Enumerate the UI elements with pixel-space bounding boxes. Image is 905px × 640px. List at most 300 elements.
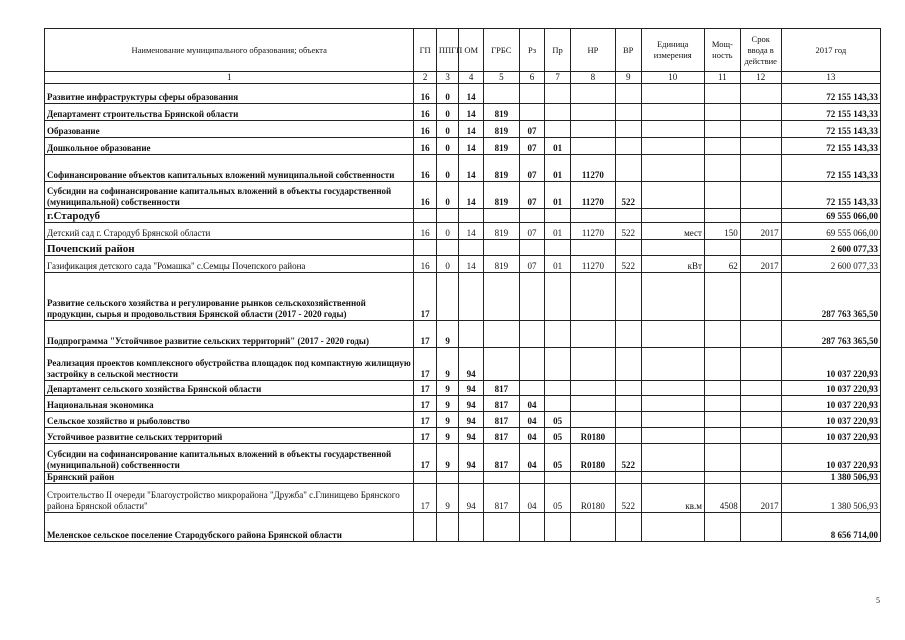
cell-unit xyxy=(641,513,704,542)
cell-gp: 16 xyxy=(414,256,437,273)
header-vr: ВР xyxy=(615,29,641,72)
cell-power xyxy=(704,412,740,428)
cell-pr xyxy=(545,121,571,138)
cell-power xyxy=(704,209,740,223)
cell-unit: кв.м xyxy=(641,484,704,513)
cell-rz xyxy=(519,513,545,542)
cell-vr xyxy=(615,138,641,155)
cell-nr xyxy=(570,240,615,256)
cell-vr xyxy=(615,104,641,121)
table-row xyxy=(45,428,881,444)
row-name: Образование xyxy=(45,121,414,138)
cell-unit: кВт xyxy=(641,256,704,273)
cell-nr xyxy=(570,84,615,104)
table-row xyxy=(45,104,881,121)
cell-grbs xyxy=(483,472,519,484)
cell-pr xyxy=(545,209,571,223)
cell-grbs: 819 xyxy=(483,121,519,138)
table-row xyxy=(45,321,881,348)
cell-term xyxy=(740,412,781,428)
table-row xyxy=(45,121,881,138)
table-row xyxy=(45,444,881,472)
cell-vr xyxy=(615,396,641,412)
cell-om xyxy=(459,240,484,256)
row-name: Детский сад г. Стародуб Брянской области xyxy=(45,223,414,240)
header-term: Срок ввода в действие xyxy=(740,29,781,72)
cell-rz xyxy=(519,240,545,256)
cell-unit xyxy=(641,348,704,381)
cell-power xyxy=(704,444,740,472)
cell-vr: 522 xyxy=(615,444,641,472)
cell-nr xyxy=(570,273,615,321)
cell-nr xyxy=(570,381,615,396)
table-row xyxy=(45,381,881,396)
row-name: Развитие инфраструктуры сферы образования xyxy=(45,84,414,104)
cell-nr xyxy=(570,472,615,484)
cell-vr: 522 xyxy=(615,256,641,273)
cell-power xyxy=(704,182,740,209)
cell-amount-2017: 69 555 066,00 xyxy=(781,209,880,223)
budget-table xyxy=(44,28,881,542)
cell-amount-2017: 10 037 220,93 xyxy=(781,381,880,396)
cell-rz: 04 xyxy=(519,484,545,513)
column-number: 8 xyxy=(570,72,615,84)
cell-pgp: 9 xyxy=(436,428,459,444)
table-row xyxy=(45,138,881,155)
cell-amount-2017: 10 037 220,93 xyxy=(781,444,880,472)
cell-pr: 01 xyxy=(545,182,571,209)
cell-nr xyxy=(570,513,615,542)
cell-om xyxy=(459,209,484,223)
cell-grbs: 819 xyxy=(483,104,519,121)
cell-om: 14 xyxy=(459,84,484,104)
row-name: Субсидии на софинансирование капитальных вложений в объекты государственной (муниципальной) собственности xyxy=(45,182,414,209)
row-name: Почепский район xyxy=(45,240,414,256)
cell-grbs xyxy=(483,273,519,321)
cell-pgp: 0 xyxy=(436,155,459,182)
cell-unit xyxy=(641,104,704,121)
cell-grbs: 817 xyxy=(483,381,519,396)
row-name: Газификация детского сада "Ромашка" с.Семцы Почепского района xyxy=(45,256,414,273)
cell-pr: 05 xyxy=(545,444,571,472)
cell-nr xyxy=(570,412,615,428)
cell-nr: R0180 xyxy=(570,428,615,444)
cell-nr: 11270 xyxy=(570,256,615,273)
cell-om xyxy=(459,472,484,484)
cell-grbs: 817 xyxy=(483,444,519,472)
cell-amount-2017: 1 380 506,93 xyxy=(781,472,880,484)
cell-pgp xyxy=(436,240,459,256)
cell-term xyxy=(740,444,781,472)
header-rz: Рз xyxy=(519,29,545,72)
cell-pgp: 9 xyxy=(436,412,459,428)
cell-grbs: 819 xyxy=(483,138,519,155)
table-body xyxy=(45,84,881,542)
table-row xyxy=(45,348,881,381)
cell-gp: 17 xyxy=(414,381,437,396)
cell-power xyxy=(704,428,740,444)
cell-gp: 17 xyxy=(414,321,437,348)
cell-rz xyxy=(519,104,545,121)
table-row xyxy=(45,182,881,209)
cell-amount-2017: 10 037 220,93 xyxy=(781,348,880,381)
cell-gp: 16 xyxy=(414,155,437,182)
cell-vr xyxy=(615,348,641,381)
table-row xyxy=(45,84,881,104)
cell-unit xyxy=(641,209,704,223)
cell-vr xyxy=(615,155,641,182)
cell-term xyxy=(740,472,781,484)
cell-amount-2017: 1 380 506,93 xyxy=(781,484,880,513)
cell-rz: 07 xyxy=(519,121,545,138)
cell-rz xyxy=(519,321,545,348)
cell-grbs: 819 xyxy=(483,155,519,182)
row-name: Национальная экономика xyxy=(45,396,414,412)
table-row xyxy=(45,155,881,182)
cell-term xyxy=(740,381,781,396)
cell-nr: 11270 xyxy=(570,182,615,209)
cell-unit: мест xyxy=(641,223,704,240)
cell-om xyxy=(459,513,484,542)
column-number: 12 xyxy=(740,72,781,84)
cell-unit xyxy=(641,428,704,444)
cell-pgp: 0 xyxy=(436,256,459,273)
cell-power xyxy=(704,121,740,138)
cell-unit xyxy=(641,121,704,138)
cell-gp: 17 xyxy=(414,444,437,472)
cell-grbs xyxy=(483,513,519,542)
header-nr: НР xyxy=(570,29,615,72)
cell-unit xyxy=(641,444,704,472)
header-unit: Единица измерения xyxy=(641,29,704,72)
cell-pr xyxy=(545,104,571,121)
cell-pgp xyxy=(436,472,459,484)
cell-pgp xyxy=(436,209,459,223)
cell-pgp: 0 xyxy=(436,104,459,121)
cell-pgp: 0 xyxy=(436,223,459,240)
column-number: 7 xyxy=(545,72,571,84)
cell-amount-2017: 10 037 220,93 xyxy=(781,428,880,444)
column-number: 9 xyxy=(615,72,641,84)
cell-rz xyxy=(519,209,545,223)
cell-om: 94 xyxy=(459,412,484,428)
cell-gp xyxy=(414,240,437,256)
cell-rz xyxy=(519,381,545,396)
cell-pr: 05 xyxy=(545,428,571,444)
cell-rz: 04 xyxy=(519,412,545,428)
cell-om: 94 xyxy=(459,348,484,381)
cell-term xyxy=(740,138,781,155)
cell-pgp: 0 xyxy=(436,182,459,209)
cell-amount-2017: 287 763 365,50 xyxy=(781,273,880,321)
cell-amount-2017: 8 656 714,00 xyxy=(781,513,880,542)
cell-rz: 07 xyxy=(519,182,545,209)
row-name: Подпрограмма "Устойчивое развитие сельских территорий" (2017 - 2020 годы) xyxy=(45,321,414,348)
cell-pgp: 0 xyxy=(436,121,459,138)
cell-term xyxy=(740,155,781,182)
cell-power xyxy=(704,381,740,396)
cell-om: 14 xyxy=(459,155,484,182)
cell-grbs: 819 xyxy=(483,223,519,240)
cell-pr: 01 xyxy=(545,138,571,155)
cell-pr: 05 xyxy=(545,484,571,513)
row-name: Дошкольное образование xyxy=(45,138,414,155)
row-name: Строительство II очереди "Благоустройство микрорайона "Дружба" с.Глинищево Брянского района Брянской области" xyxy=(45,484,414,513)
cell-power xyxy=(704,104,740,121)
cell-gp: 16 xyxy=(414,84,437,104)
cell-term xyxy=(740,182,781,209)
cell-gp: 17 xyxy=(414,484,437,513)
header-gp: ГП xyxy=(414,29,437,72)
cell-grbs: 819 xyxy=(483,182,519,209)
cell-unit xyxy=(641,182,704,209)
cell-om: 94 xyxy=(459,428,484,444)
column-number: 10 xyxy=(641,72,704,84)
cell-unit xyxy=(641,155,704,182)
header-2017: 2017 год xyxy=(781,29,880,72)
cell-gp: 16 xyxy=(414,121,437,138)
cell-amount-2017: 72 155 143,33 xyxy=(781,138,880,155)
table-row xyxy=(45,396,881,412)
row-name: г.Стародуб xyxy=(45,209,414,223)
cell-unit xyxy=(641,321,704,348)
cell-pgp: 0 xyxy=(436,84,459,104)
table-row xyxy=(45,484,881,513)
header-row xyxy=(45,29,881,72)
cell-pgp: 9 xyxy=(436,348,459,381)
cell-vr xyxy=(615,321,641,348)
cell-grbs: 817 xyxy=(483,412,519,428)
cell-power xyxy=(704,273,740,321)
cell-om: 94 xyxy=(459,381,484,396)
cell-vr xyxy=(615,240,641,256)
cell-gp xyxy=(414,472,437,484)
cell-unit xyxy=(641,84,704,104)
cell-power xyxy=(704,321,740,348)
header-om: ОМ xyxy=(459,29,484,72)
cell-amount-2017: 72 155 143,33 xyxy=(781,84,880,104)
cell-rz: 04 xyxy=(519,396,545,412)
cell-amount-2017: 72 155 143,33 xyxy=(781,104,880,121)
cell-om: 14 xyxy=(459,223,484,240)
header-name: Наименование муниципального образования; объекта xyxy=(45,29,414,72)
cell-term xyxy=(740,104,781,121)
cell-vr xyxy=(615,428,641,444)
cell-term xyxy=(740,348,781,381)
cell-nr: 11270 xyxy=(570,223,615,240)
cell-grbs: 817 xyxy=(483,428,519,444)
cell-gp: 17 xyxy=(414,412,437,428)
cell-gp: 16 xyxy=(414,182,437,209)
cell-pgp: 9 xyxy=(436,381,459,396)
cell-term xyxy=(740,121,781,138)
cell-power xyxy=(704,348,740,381)
cell-unit xyxy=(641,240,704,256)
cell-grbs: 819 xyxy=(483,256,519,273)
header-power: Мощ-ность xyxy=(704,29,740,72)
cell-term xyxy=(740,513,781,542)
cell-vr xyxy=(615,84,641,104)
cell-rz xyxy=(519,273,545,321)
cell-pgp: 9 xyxy=(436,444,459,472)
column-number-row xyxy=(45,72,881,84)
cell-om: 94 xyxy=(459,484,484,513)
cell-nr xyxy=(570,138,615,155)
cell-term xyxy=(740,396,781,412)
cell-term xyxy=(740,240,781,256)
cell-rz xyxy=(519,84,545,104)
cell-grbs xyxy=(483,84,519,104)
cell-grbs: 817 xyxy=(483,484,519,513)
cell-grbs: 817 xyxy=(483,396,519,412)
column-number: 3 xyxy=(436,72,459,84)
cell-pgp: 9 xyxy=(436,484,459,513)
cell-vr xyxy=(615,513,641,542)
cell-amount-2017: 72 155 143,33 xyxy=(781,155,880,182)
cell-om: 94 xyxy=(459,444,484,472)
cell-amount-2017: 72 155 143,33 xyxy=(781,121,880,138)
cell-power xyxy=(704,138,740,155)
cell-om: 14 xyxy=(459,182,484,209)
cell-power xyxy=(704,472,740,484)
cell-pr xyxy=(545,84,571,104)
cell-vr: 522 xyxy=(615,223,641,240)
cell-vr xyxy=(615,121,641,138)
cell-pr xyxy=(545,321,571,348)
cell-rz: 07 xyxy=(519,256,545,273)
cell-gp: 16 xyxy=(414,223,437,240)
cell-pr xyxy=(545,396,571,412)
cell-nr xyxy=(570,396,615,412)
cell-gp: 17 xyxy=(414,273,437,321)
cell-power xyxy=(704,240,740,256)
cell-gp: 16 xyxy=(414,104,437,121)
row-name: Развитие сельского хозяйства и регулирование рынков сельскохозяйственной продукции, сырья и продовольствия Брянской области (2017 - 2020 годы) xyxy=(45,273,414,321)
cell-vr xyxy=(615,273,641,321)
cell-pr xyxy=(545,240,571,256)
cell-amount-2017: 72 155 143,33 xyxy=(781,182,880,209)
row-name: Сельское хозяйство и рыболовство xyxy=(45,412,414,428)
cell-amount-2017: 2 600 077,33 xyxy=(781,240,880,256)
cell-vr: 522 xyxy=(615,182,641,209)
cell-pr xyxy=(545,381,571,396)
cell-amount-2017: 69 555 066,00 xyxy=(781,223,880,240)
cell-om: 14 xyxy=(459,256,484,273)
cell-power: 150 xyxy=(704,223,740,240)
cell-term xyxy=(740,273,781,321)
cell-power xyxy=(704,155,740,182)
cell-pgp: 9 xyxy=(436,396,459,412)
cell-amount-2017: 10 037 220,93 xyxy=(781,396,880,412)
cell-gp xyxy=(414,513,437,542)
cell-nr xyxy=(570,209,615,223)
cell-amount-2017: 287 763 365,50 xyxy=(781,321,880,348)
cell-term: 2017 xyxy=(740,484,781,513)
cell-pr xyxy=(545,472,571,484)
cell-term xyxy=(740,84,781,104)
cell-amount-2017: 2 600 077,33 xyxy=(781,256,880,273)
cell-nr: 11270 xyxy=(570,155,615,182)
column-number: 5 xyxy=(483,72,519,84)
cell-term xyxy=(740,209,781,223)
cell-nr xyxy=(570,348,615,381)
cell-unit xyxy=(641,472,704,484)
cell-term xyxy=(740,321,781,348)
cell-term: 2017 xyxy=(740,256,781,273)
cell-pgp: 9 xyxy=(436,321,459,348)
page-number: 5 xyxy=(876,596,880,605)
cell-vr xyxy=(615,209,641,223)
cell-vr xyxy=(615,472,641,484)
cell-om: 14 xyxy=(459,138,484,155)
cell-vr: 522 xyxy=(615,484,641,513)
cell-gp xyxy=(414,209,437,223)
cell-unit xyxy=(641,273,704,321)
column-number: 11 xyxy=(704,72,740,84)
cell-nr xyxy=(570,104,615,121)
header-pgp: ППГП xyxy=(436,29,459,72)
header-pr: Пр xyxy=(545,29,571,72)
row-name: Департамент сельского хозяйства Брянской области xyxy=(45,381,414,396)
cell-grbs xyxy=(483,321,519,348)
row-name: Софинансирование объектов капитальных вложений муниципальной собственности xyxy=(45,155,414,182)
table-row xyxy=(45,273,881,321)
cell-term: 2017 xyxy=(740,223,781,240)
cell-grbs xyxy=(483,209,519,223)
cell-unit xyxy=(641,138,704,155)
row-name: Субсидии на софинансирование капитальных вложений в объекты государственной (муниципальной) собственности xyxy=(45,444,414,472)
cell-pgp xyxy=(436,273,459,321)
cell-pgp xyxy=(436,513,459,542)
cell-pgp: 0 xyxy=(436,138,459,155)
cell-nr: R0180 xyxy=(570,484,615,513)
table-row xyxy=(45,472,881,484)
cell-power xyxy=(704,84,740,104)
cell-term xyxy=(740,428,781,444)
cell-grbs xyxy=(483,240,519,256)
cell-rz: 07 xyxy=(519,223,545,240)
table-row xyxy=(45,209,881,223)
cell-grbs xyxy=(483,348,519,381)
cell-om xyxy=(459,273,484,321)
cell-gp: 17 xyxy=(414,348,437,381)
row-name: Меленское сельское поселение Стародубского района Брянской области xyxy=(45,513,414,542)
cell-pr xyxy=(545,273,571,321)
table-row xyxy=(45,513,881,542)
cell-power xyxy=(704,396,740,412)
cell-power xyxy=(704,513,740,542)
column-number: 13 xyxy=(781,72,880,84)
header-grbs: ГРБС xyxy=(483,29,519,72)
cell-pr: 01 xyxy=(545,223,571,240)
cell-om: 14 xyxy=(459,121,484,138)
table-row xyxy=(45,256,881,273)
cell-rz: 07 xyxy=(519,155,545,182)
cell-unit xyxy=(641,412,704,428)
cell-gp: 17 xyxy=(414,428,437,444)
cell-pr: 01 xyxy=(545,256,571,273)
cell-pr xyxy=(545,348,571,381)
cell-vr xyxy=(615,381,641,396)
column-number: 1 xyxy=(45,72,414,84)
table-row xyxy=(45,412,881,428)
cell-pr: 05 xyxy=(545,412,571,428)
cell-rz: 07 xyxy=(519,138,545,155)
cell-amount-2017: 10 037 220,93 xyxy=(781,412,880,428)
cell-power: 4508 xyxy=(704,484,740,513)
cell-nr: R0180 xyxy=(570,444,615,472)
cell-gp: 16 xyxy=(414,138,437,155)
